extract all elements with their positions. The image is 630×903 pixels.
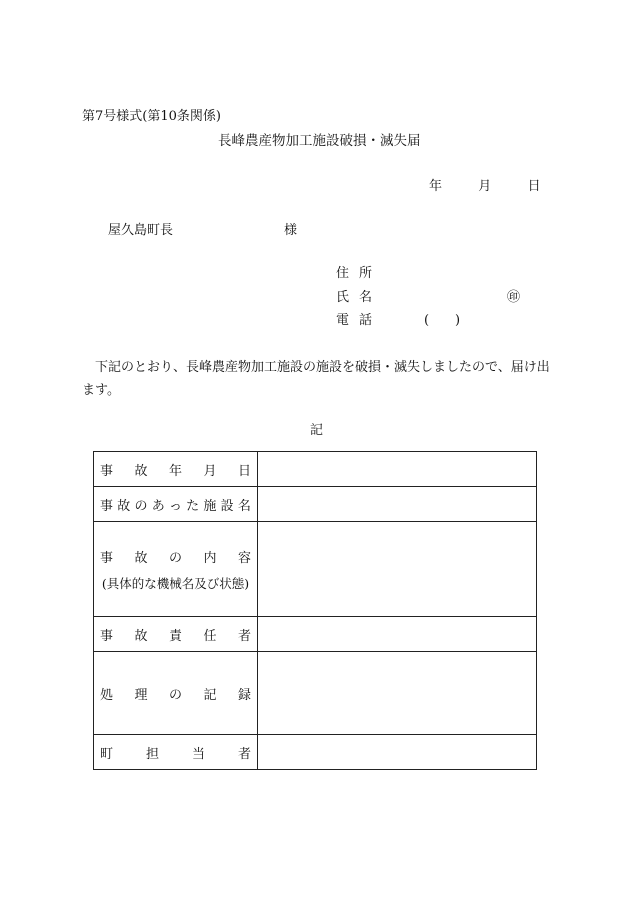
body-paragraph: 下記のとおり、長峰農産物加工施設の施設を破損・滅失しましたので、届け出ます。	[82, 360, 550, 398]
seal-mark: ㊞	[507, 290, 521, 305]
date-day-label: 日	[527, 179, 541, 194]
table-row	[94, 735, 537, 770]
handling-record-label: 処 理 の 記 録	[94, 652, 258, 735]
table-row	[94, 452, 537, 487]
town-staff-field[interactable]	[258, 735, 537, 770]
facility-name-label: 事 故 の あ っ た 施 設 名	[94, 487, 258, 522]
addressee-name: 屋久島町長	[108, 223, 174, 238]
table-row	[94, 522, 537, 617]
handling-record-field[interactable]	[258, 652, 537, 735]
date-line	[429, 180, 541, 193]
phone-paren-close: )	[455, 313, 461, 328]
phone-paren-open: (	[424, 313, 430, 328]
table-row	[94, 652, 537, 735]
report-table	[93, 451, 537, 770]
accident-content-field[interactable]	[258, 522, 537, 617]
table-row	[94, 487, 537, 522]
document-title: 長峰農産物加工施設破損・滅失届	[218, 133, 421, 149]
address-label: 住 所	[336, 266, 373, 281]
responsible-person-label: 事 故 責 任 者	[94, 617, 258, 652]
date-year-label: 年	[429, 179, 443, 194]
name-line	[336, 290, 373, 305]
date-month-label: 月	[478, 179, 492, 194]
responsible-person-field[interactable]	[258, 617, 537, 652]
form-number: 第7号様式(第10条関係)	[82, 109, 221, 124]
phone-line	[336, 313, 373, 328]
addressee-honorific: 様	[284, 223, 298, 238]
phone-label: 電 話	[336, 313, 373, 328]
table-row	[94, 617, 537, 652]
accident-content-sublabel: (具体的な機械名及び状態)	[101, 575, 250, 591]
accident-content-label: 事 故 の 内 容 (具体的な機械名及び状態)	[94, 522, 258, 617]
name-label: 氏 名	[336, 290, 373, 305]
accident-date-field[interactable]	[258, 452, 537, 487]
ki-heading: 記	[310, 423, 324, 438]
accident-date-label: 事 故 年 月 日	[94, 452, 258, 487]
facility-name-field[interactable]	[258, 487, 537, 522]
town-staff-label: 町 担 当 者	[94, 735, 258, 770]
address-line	[336, 266, 373, 281]
